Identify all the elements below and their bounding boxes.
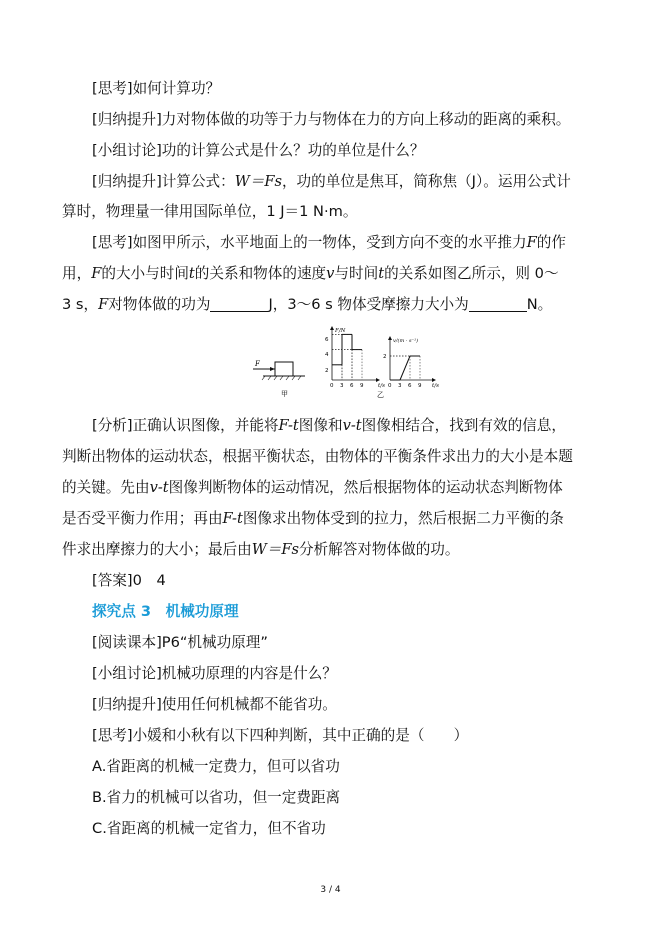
figure-jia [253, 360, 305, 398]
option-c: C.省距离的机械一定省力，但不省功 [92, 820, 326, 837]
section-heading: 探究点 3 机械功原理 [92, 603, 239, 620]
option-a: A.省距离的机械一定费力，但可以省功 [92, 758, 340, 775]
text-line: [思考]如图甲所示，水平地面上的一物体，受到方向不变的水平推力F的作 [92, 234, 566, 251]
text-line: 的关键。先由v-t图像判断物体的运动情况，然后根据物体的运动状态判断物体 [62, 479, 563, 496]
ft-xtick: 0 [330, 383, 334, 389]
vt-ylabel: v/(m · s⁻¹) [393, 338, 419, 344]
text-line: [答案]0 4 [92, 572, 166, 589]
vt-xtick: 9 [418, 383, 422, 389]
ft-series [332, 334, 362, 380]
vt-xtick: 3 [398, 383, 402, 389]
text-line: 判断出物体的运动状态，根据平衡状态，由物体的平衡条件求出力的大小是本题 [62, 448, 573, 465]
ft-xtick: 6 [350, 383, 354, 389]
vt-graph [377, 336, 439, 399]
text-line: [思考]如何计算功？ [92, 80, 221, 97]
ft-ytick: 6 [325, 337, 329, 343]
option-b: B.省力的机械可以省功，但一定费距离 [92, 789, 341, 806]
page-number: 3 / 4 [320, 885, 341, 895]
vt-xlabel: t/s [432, 383, 439, 389]
ft-xlabel: t/s [378, 383, 385, 389]
text-line: [归纳提升]计算公式：W＝Fs，功的单位是焦耳，简称焦（J）。运用公式计 [92, 173, 571, 190]
ft-xtick: 3 [340, 383, 344, 389]
text-line: [归纳提升]力对物体做的功等于力与物体在力的方向上移动的距离的乘积。 [92, 111, 571, 128]
text-line: 用，F的大小与时间t的关系和物体的速度v与时间t的关系如图乙所示，则 0～ [62, 265, 559, 282]
ft-xtick: 9 [360, 383, 364, 389]
text-line: [小组讨论]机械功原理的内容是什么？ [92, 665, 337, 682]
ft-ytick: 2 [325, 368, 329, 374]
force-label: F [255, 360, 260, 368]
vt-xtick: 0 [388, 383, 392, 389]
jia-label: 甲 [281, 390, 288, 398]
figure-diagram [245, 324, 445, 404]
text-line: 件求出摩擦力的大小；最后由W＝Fs分析解答对物体做的功。 [62, 541, 460, 558]
yi-label: 乙 [377, 391, 384, 399]
text-line: [小组讨论]功的计算公式是什么？功的单位是什么？ [92, 142, 425, 159]
text-line: 3 s，F对物体做的功为 J，3～6 s 物体受摩擦力大小为 N。 [62, 296, 553, 313]
block [275, 362, 293, 376]
ft-graph [325, 326, 385, 389]
answer-blank[interactable] [210, 297, 268, 312]
vt-xtick: 6 [408, 383, 412, 389]
answer-blank[interactable] [469, 297, 527, 312]
series-segment [400, 356, 410, 380]
text-line: [分析]正确认识图像，并能将F-t图像和v-t图像相结合，找到有效的信息， [92, 417, 566, 434]
text-line: [思考]小媛和小秋有以下四种判断，其中正确的是（ ） [92, 727, 469, 744]
vt-ytick: 2 [383, 354, 387, 360]
vt-series [390, 356, 420, 380]
text-line: 是否受平衡力作用；再由F-t图像求出物体受到的拉力，然后根据二力平衡的条 [62, 510, 564, 527]
ft-ylabel: F/N [335, 328, 346, 334]
text-line: [阅读课本]P6“机械功原理” [92, 634, 268, 651]
text-line: 算时，物理量一律用国际单位，1 J＝1 N·m。 [62, 203, 358, 220]
text-line: [归纳提升]使用任何机械都不能省功。 [92, 696, 337, 713]
ft-ytick: 4 [325, 352, 329, 358]
